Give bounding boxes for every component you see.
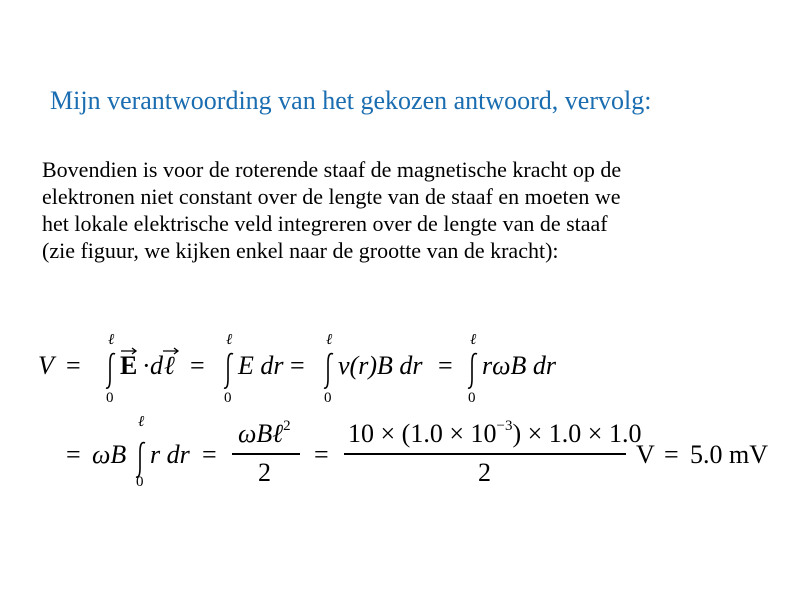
paragraph-line: Bovendien is voor de roterende staaf de magnetische kracht op de <box>42 157 622 182</box>
eq2-result: 5.0 mV <box>690 440 768 469</box>
eq1-int1-upper: ℓ <box>108 332 115 348</box>
eq2-frac1-numerator: ωBℓ$^2$ <box>238 418 291 448</box>
eq1-int2-upper: ℓ <box>226 332 233 348</box>
eq2-equals-4: = <box>664 440 679 469</box>
eq1-lhs: V <box>38 351 54 380</box>
eq1-int3-lower: 0 <box>324 390 332 406</box>
eq2-equals-3: = <box>314 440 329 469</box>
eq1-equals-2: = <box>190 351 205 380</box>
eq2-int-lower: 0 <box>136 474 144 490</box>
eq1-int4-upper: ℓ <box>470 332 477 348</box>
eq2-prefix: ωB <box>92 440 127 469</box>
paragraph-line: elektronen niet constant over de lengte van de staaf en moeten we <box>42 184 621 209</box>
eq2-frac2-numerator: $10 \times (1.0 \times 10^{-3}) \times 1.0 \times 1.0$ <box>348 418 642 448</box>
eq1-equals-1: = <box>66 351 81 380</box>
eq1-dot: · <box>142 351 151 380</box>
eq2-integrand: r dr <box>150 440 190 469</box>
paragraph-line: (zie figuur, we kijken enkel naar de grootte van de kracht): <box>42 238 559 263</box>
eq1-term3: v(r)B dr <box>338 351 423 380</box>
eq1-term4: rωB dr <box>482 351 556 380</box>
eq1-int3-upper: ℓ <box>326 332 333 348</box>
eq1-E-vector: E <box>120 351 138 380</box>
fraction-bar <box>232 453 300 455</box>
eq1-d: d <box>150 351 163 380</box>
integral-sign-icon <box>466 351 480 391</box>
eq2-unit: V <box>636 440 655 469</box>
integral-sign-icon <box>322 351 336 391</box>
eq1-equals-3: = <box>290 351 305 380</box>
eq1-ell: ℓ <box>164 351 175 380</box>
eq2-frac2-denominator: 2 <box>478 458 491 487</box>
fraction-bar <box>344 453 626 455</box>
paragraph-line: het lokale elektrische veld integreren over de lengte van de staaf <box>42 211 608 236</box>
eq2-equals-1: = <box>66 440 81 469</box>
eq1-int1-lower: 0 <box>106 390 114 406</box>
eq2-equals-2: = <box>202 440 217 469</box>
eq2-int-upper: ℓ <box>138 414 145 430</box>
eq2-frac1-denominator: 2 <box>258 458 271 487</box>
body-paragraph <box>42 156 782 264</box>
eq1-int4-lower: 0 <box>468 390 476 406</box>
slide-title: Mijn verantwoording van het gekozen antwoord, vervolg: <box>50 86 652 115</box>
eq1-equals-4: = <box>438 351 453 380</box>
integral-sign-icon <box>222 351 236 391</box>
integral-sign-icon <box>104 351 118 391</box>
eq1-term2: E dr <box>238 351 284 380</box>
eq1-int2-lower: 0 <box>224 390 232 406</box>
